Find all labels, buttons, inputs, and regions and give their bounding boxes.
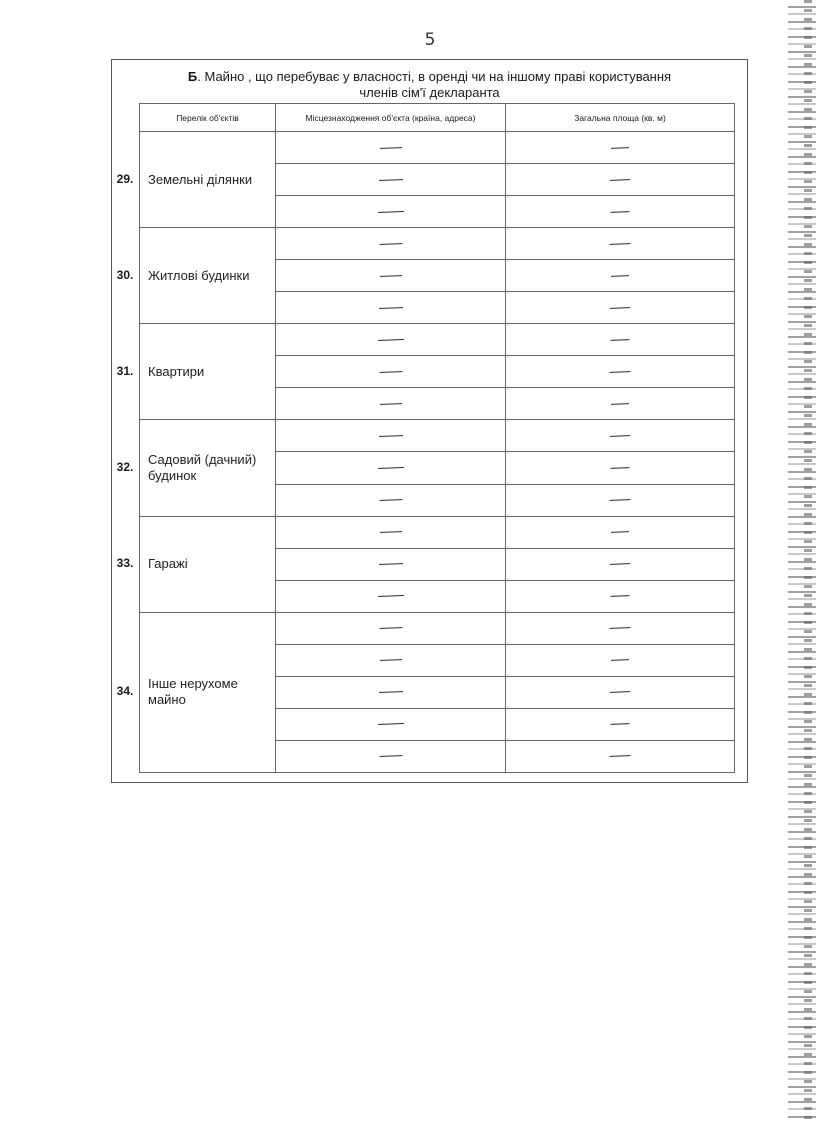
table-header-row — [140, 104, 735, 132]
row-number: 30. — [116, 267, 134, 282]
table-row — [140, 516, 735, 548]
header-location: Місцезнаходження об'єкта (країна, адреса) — [276, 104, 506, 132]
object-name-cell — [140, 324, 276, 420]
area-cell — [506, 420, 735, 452]
location-cell — [276, 292, 506, 324]
location-cell — [276, 324, 506, 356]
location-value — [377, 211, 403, 213]
location-cell — [276, 420, 506, 452]
area-value — [611, 147, 629, 149]
area-cell — [506, 612, 735, 644]
area-cell — [506, 484, 735, 516]
area-cell — [506, 292, 735, 324]
section-letter: Б — [187, 69, 198, 84]
location-value — [379, 403, 401, 405]
location-cell — [276, 228, 506, 260]
section-title-line2: членів сім'ї декларанта — [359, 85, 500, 100]
row-number: 32. — [116, 459, 134, 474]
area-value — [610, 179, 630, 181]
object-name: Квартири — [148, 363, 205, 379]
area-cell — [506, 196, 735, 228]
area-value — [609, 627, 630, 629]
location-cell — [276, 548, 506, 580]
area-value — [609, 756, 630, 758]
area-value — [609, 499, 630, 501]
scan-margin-noise — [788, 0, 816, 1122]
location-cell — [276, 580, 506, 612]
location-value — [379, 531, 401, 533]
location-cell — [276, 612, 506, 644]
area-cell — [506, 740, 735, 772]
object-name: Житлові будинки — [148, 267, 250, 283]
area-cell — [506, 388, 735, 420]
area-cell — [506, 580, 735, 612]
object-name: Гаражі — [148, 556, 188, 572]
area-value — [611, 403, 629, 405]
area-cell — [506, 324, 735, 356]
location-cell — [276, 356, 506, 388]
area-value — [610, 691, 630, 693]
location-cell — [276, 260, 506, 292]
location-value — [379, 627, 402, 629]
area-value — [611, 531, 629, 533]
area-cell — [506, 164, 735, 196]
table-row — [140, 612, 735, 644]
location-cell — [276, 676, 506, 708]
section-title — [112, 69, 747, 101]
object-name-cell — [140, 420, 276, 516]
location-cell — [276, 388, 506, 420]
area-cell — [506, 548, 735, 580]
area-value — [609, 243, 630, 245]
location-cell — [276, 132, 506, 164]
object-name-cell — [140, 228, 276, 324]
row-number: 31. — [116, 363, 134, 378]
location-cell — [276, 164, 506, 196]
area-value — [611, 659, 629, 661]
object-name-cell — [140, 516, 276, 612]
object-name-cell — [140, 132, 276, 228]
table-row — [140, 132, 735, 164]
table-row — [140, 420, 735, 452]
area-cell — [506, 452, 735, 484]
location-value — [379, 499, 402, 501]
location-value — [377, 339, 403, 341]
location-value — [379, 659, 401, 661]
area-value — [610, 595, 629, 597]
location-value — [377, 723, 403, 725]
area-value — [610, 339, 629, 341]
object-name-cell — [140, 612, 276, 772]
table-row — [140, 324, 735, 356]
area-value — [611, 275, 629, 277]
location-value — [378, 179, 402, 181]
area-value — [609, 371, 630, 373]
property-table — [139, 103, 735, 773]
area-cell — [506, 260, 735, 292]
location-cell — [276, 708, 506, 740]
location-cell — [276, 740, 506, 772]
section-title-line1: . Майно , що перебуває у власності, в оренді чи на іншому праві користування — [197, 69, 672, 84]
row-number: 34. — [116, 684, 134, 699]
table-row — [140, 228, 735, 260]
area-cell — [506, 708, 735, 740]
location-value — [378, 691, 402, 693]
location-value — [377, 467, 403, 469]
location-cell — [276, 644, 506, 676]
location-value — [378, 307, 402, 309]
location-cell — [276, 516, 506, 548]
location-value — [377, 595, 403, 597]
location-cell — [276, 484, 506, 516]
location-cell — [276, 452, 506, 484]
table-body — [140, 132, 735, 773]
property-section-frame — [111, 59, 748, 783]
area-value — [610, 724, 629, 726]
area-value — [610, 307, 630, 309]
area-cell — [506, 516, 735, 548]
header-objects: Перелік об'єктів — [140, 104, 276, 132]
page-number: 5 — [424, 30, 436, 50]
area-cell — [506, 228, 735, 260]
object-name: Садовий (дачний) будинок — [148, 451, 257, 483]
location-cell — [276, 196, 506, 228]
area-cell — [506, 644, 735, 676]
location-value — [379, 371, 402, 373]
location-value — [379, 147, 401, 149]
location-value — [379, 756, 402, 758]
area-cell — [506, 676, 735, 708]
row-number: 33. — [116, 556, 134, 571]
area-cell — [506, 132, 735, 164]
object-name: Земельні ділянки — [148, 171, 253, 187]
area-value — [610, 435, 630, 437]
location-value — [379, 275, 401, 277]
area-value — [610, 467, 629, 469]
area-value — [610, 563, 630, 565]
location-value — [378, 435, 402, 437]
area-value — [610, 211, 629, 213]
location-value — [378, 563, 402, 565]
area-cell — [506, 356, 735, 388]
location-value — [379, 243, 402, 245]
object-name: Інше нерухоме майно — [148, 676, 238, 708]
row-number: 29. — [116, 171, 134, 186]
header-area: Загальна площа (кв. м) — [506, 104, 735, 132]
